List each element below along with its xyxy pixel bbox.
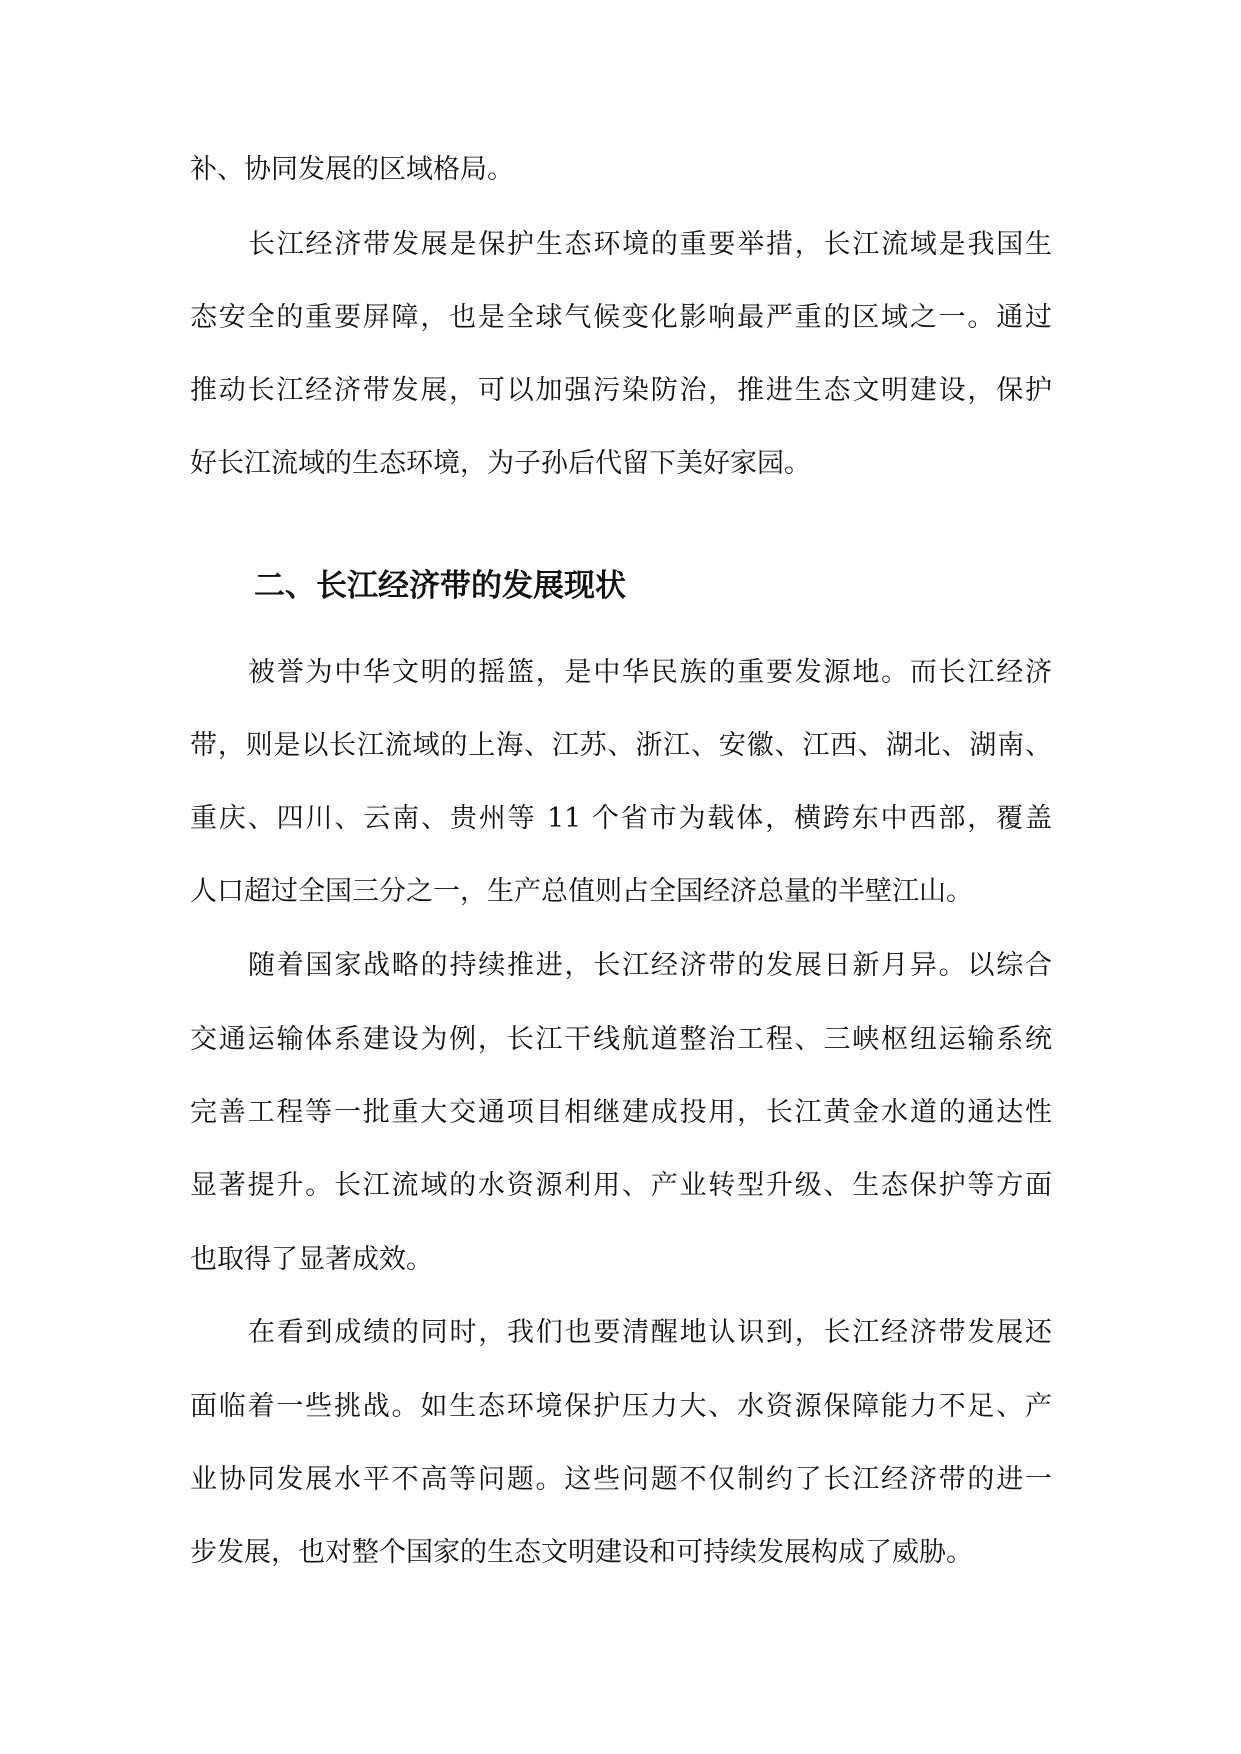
paragraph-line: 交通运输体系建设为例，长江干线航道整治工程、三峡枢纽运输系统 [190,1024,1052,1055]
paragraph-line: 业协同发展水平不高等问题。这些问题不仅制约了长江经济带的进一 [190,1464,1052,1495]
paragraph-line: 面临着一些挑战。如生态环境保护压力大、水资源保障能力不足、产 [190,1391,1052,1422]
paragraph-line: 完善工程等一批重大交通项目相继建成投用，长江黄金水道的通达性 [190,1097,1052,1128]
paragraph-line: 在看到成绩的同时，我们也要清醒地认识到，长江经济带发展还 [248,1317,1052,1348]
paragraph-line: 带，则是以长江流域的上海、江苏、浙江、安徽、江西、湖北、湖南、 [190,730,1052,761]
paragraph-line: 补、协同发展的区域格局。 [190,154,514,185]
paragraph-line: 被誉为中华文明的摇篮，是中华民族的重要发源地。而长江经济 [248,657,1052,688]
paragraph-line: 好长江流域的生态环境，为子孙后代留下美好家园。 [190,448,811,479]
paragraph-line: 推动长江经济带发展，可以加强污染防治，推进生态文明建设，保护 [190,375,1052,406]
section-heading: 二、长江经济带的发展现状 [254,568,626,604]
paragraph-line: 长江经济带发展是保护生态环境的重要举措，长江流域是我国生 [248,229,1052,260]
paragraph-line: 态安全的重要屏障，也是全球气候变化影响最严重的区域之一。通过 [190,302,1052,333]
paragraph-line: 重庆、四川、云南、贵州等 11 个省市为载体，横跨东中西部，覆盖 [190,803,1052,834]
paragraph-line: 人口超过全国三分之一，生产总值则占全国经济总量的半壁江山。 [190,876,973,907]
paragraph-line: 也取得了显著成效。 [190,1244,433,1275]
paragraph-line: 步发展，也对整个国家的生态文明建设和可持续发展构成了威胁。 [190,1537,973,1568]
paragraph-line: 显著提升。长江流域的水资源利用、产业转型升级、生态保护等方面 [190,1170,1052,1201]
paragraph-line: 随着国家战略的持续推进，长江经济带的发展日新月异。以综合 [248,950,1052,981]
